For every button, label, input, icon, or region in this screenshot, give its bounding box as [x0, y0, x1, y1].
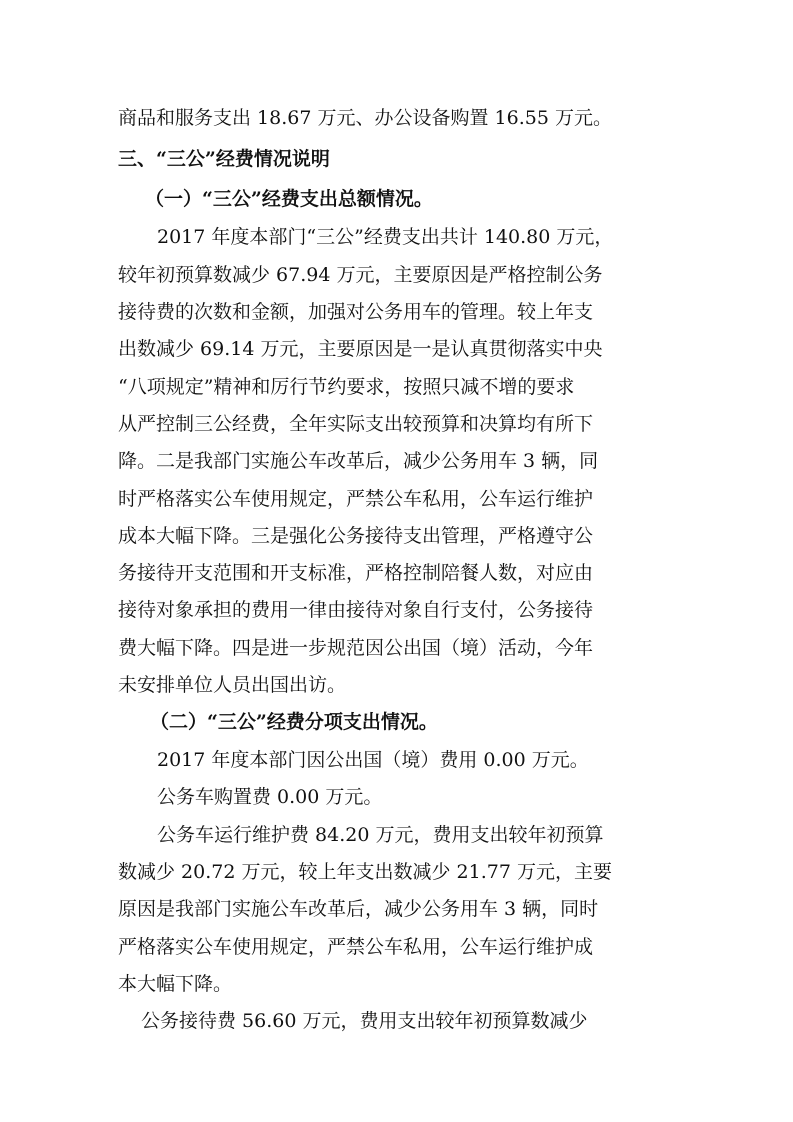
- paragraph-line: 2017 年度本部门“三公”经费支出共计 140.80 万元，: [157, 226, 614, 248]
- paragraph-line: 公务接待费 56.60 万元，费用支出较年初预算数减少: [141, 1010, 588, 1032]
- paragraph-line: 原因是我部门实施公车改革后，减少公务用车 3 辆，同时: [118, 898, 599, 920]
- paragraph-line: 未安排单位人员出国出访。: [118, 674, 347, 696]
- text-line-continuation: 商品和服务支出 18.67 万元、办公设备购置 16.55 万元。: [118, 107, 612, 129]
- paragraph-line: 较年初预算数减少 67.94 万元，主要原因是严格控制公务: [118, 264, 603, 286]
- paragraph-line: “八项规定”精神和厉行节约要求，按照只减不增的要求: [118, 376, 575, 398]
- paragraph-line: 接待费的次数和金额，加强对公务用车的管理。较上年支: [118, 301, 594, 323]
- paragraph-line: 从严控制三公经费，全年实际支出较预算和决算均有所下: [118, 413, 594, 435]
- paragraph-line: 务接待开支范围和开支标准，严格控制陪餐人数，对应由: [118, 562, 594, 584]
- paragraph-line: 2017 年度本部门因公出国（境）费用 0.00 万元。: [157, 749, 589, 771]
- paragraph-line: 公务车购置费 0.00 万元。: [157, 786, 383, 808]
- section-heading: 三、“三公”经费情况说明: [118, 148, 330, 170]
- paragraph-line: 接待对象承担的费用一律由接待对象自行支付，公务接待: [118, 599, 594, 621]
- paragraph-line: 费大幅下降。四是进一步规范因公出国（境）活动，今年: [118, 637, 594, 659]
- paragraph-line: 出数减少 69.14 万元，主要原因是一是认真贯彻落实中央: [118, 338, 603, 360]
- paragraph-line: 严格落实公车使用规定，严禁公车私用，公车运行维护成: [118, 936, 594, 958]
- subsection-heading-2: （二）“三公”经费分项支出情况。: [150, 711, 438, 733]
- paragraph-line: 降。二是我部门实施公车改革后，减少公务用车 3 辆，同: [118, 450, 599, 472]
- paragraph-line: 公务车运行维护费 84.20 万元，费用支出较年初预算: [157, 824, 604, 846]
- paragraph-line: 时严格落实公车使用规定，严禁公车私用，公车运行维护: [118, 488, 594, 510]
- paragraph-line: 本大幅下降。: [118, 973, 233, 995]
- paragraph-line: 数减少 20.72 万元，较上年支出数减少 21.77 万元，主要: [118, 861, 612, 883]
- subsection-heading-1: （一）“三公”经费支出总额情况。: [145, 188, 433, 210]
- paragraph-line: 成本大幅下降。三是强化公务接待支出管理，严格遵守公: [118, 525, 594, 547]
